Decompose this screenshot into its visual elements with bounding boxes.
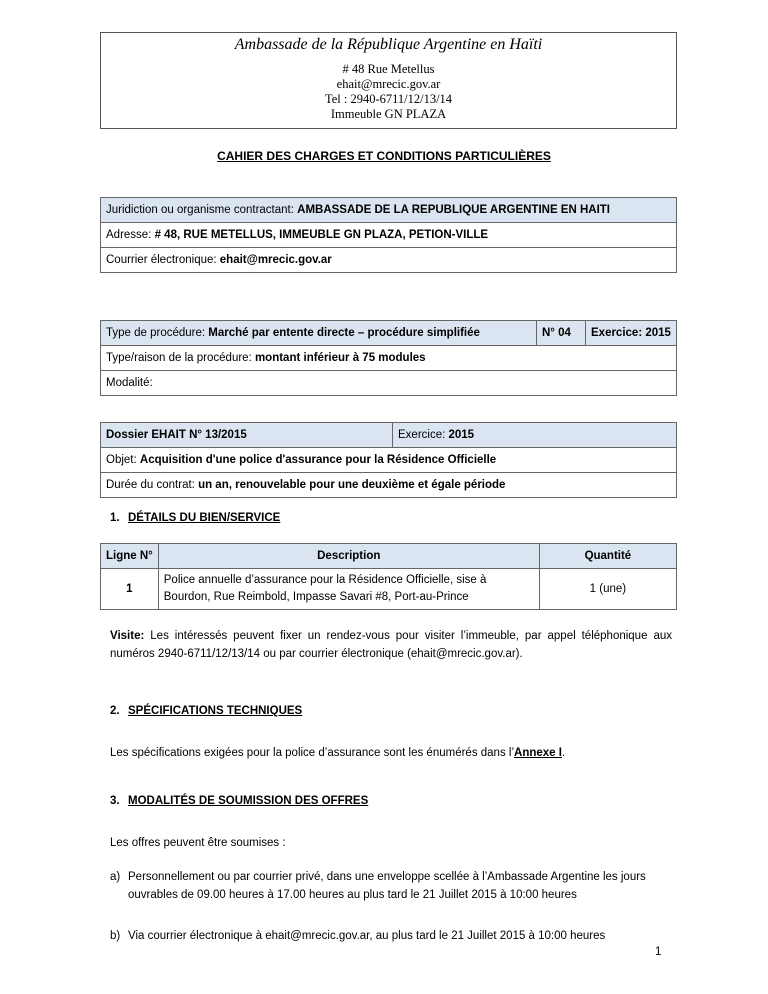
value: un an, renouvelable pour une deuxième et égale période (198, 479, 506, 491)
desc-line: Bourdon, Rue Reimbold, Impasse Savari #8, Port-au-Prince (163, 591, 469, 603)
header-text: Description (317, 550, 381, 562)
letterhead-building: Immeuble GN PLAZA (330, 107, 447, 121)
letterhead-email: ehait@mrecic.gov.ar (336, 77, 441, 91)
value: 1 (126, 583, 133, 595)
letterhead-tel: Tel : 2940-6711/12/13/14 (324, 92, 453, 106)
list-text: Via courrier électronique à ehait@mrecic.gov.ar, au plus tard le 21 Juillet 2015 à 10:00 heures (128, 930, 606, 942)
section-number: 2. (110, 705, 120, 717)
value: ehait@mrecic.gov.ar (219, 254, 332, 266)
value: Marché par entente directe – procédure simplifiée (208, 327, 480, 339)
list-text: Personnellement ou par courrier privé, dans une enveloppe scellée à l’Ambassade Argentine les jours ouvrables de 09.00 heures à 17.00 heures au plus tard le 21 Juillet 2015 à 10:00 heures (128, 871, 646, 901)
modalite-cell: Modalité: (101, 371, 677, 396)
section-2-heading (110, 705, 302, 717)
header-quantity (539, 544, 676, 569)
section-number: 1. (110, 512, 120, 524)
header-text: Ligne N° (106, 550, 153, 562)
document-title: CAHIER DES CHARGES ET CONDITIONS PARTICULIÈRES (217, 149, 551, 163)
section-1-heading (110, 512, 280, 524)
value: 2015 (448, 429, 475, 441)
value: AMBASSADE DE LA REPUBLIQUE ARGENTINE EN HAITI (297, 204, 610, 216)
section-title: DÉTAILS DU BIEN/SERVICE (128, 512, 281, 524)
procedure-number-cell (537, 321, 586, 346)
value: Exercice: 2015 (591, 327, 671, 339)
section-3-intro: Les offres peuvent être soumises : (110, 837, 286, 849)
text: . (561, 747, 566, 759)
annex-reference: Annexe I (514, 747, 562, 759)
value: Acquisition d'une police d'assurance pour la Résidence Officielle (139, 454, 497, 466)
desc-line: Police annuelle d’assurance pour la Résidence Officielle, sise à (163, 574, 487, 586)
duree-cell (101, 473, 677, 498)
letterhead (100, 32, 677, 129)
letterhead-address: # 48 Rue Metellus (342, 62, 435, 76)
dossier-cell (101, 423, 393, 448)
list-marker: a) (110, 871, 121, 883)
table-row (101, 569, 677, 610)
list-item (110, 927, 670, 945)
address-cell (101, 223, 677, 248)
procedure-type-cell (101, 321, 537, 346)
letterhead-title: Ambassade de la République Argentine en Haïti (234, 36, 543, 53)
label: Objet: (106, 454, 140, 466)
procedure-table (100, 320, 677, 396)
section-2-text (110, 744, 672, 762)
label: Exercice: (398, 429, 449, 441)
quantity-cell: 1 (une) (539, 569, 676, 610)
section-title: SPÉCIFICATIONS TECHNIQUES (128, 705, 303, 717)
dossier-table (100, 422, 677, 498)
header-text: Quantité (584, 550, 632, 562)
value: Dossier EHAIT N° 13/2015 (106, 429, 247, 441)
section-number: 3. (110, 795, 120, 807)
objet-cell (101, 448, 677, 473)
list-item (110, 868, 670, 904)
list-marker: b) (110, 930, 121, 942)
jurisdiction-cell (101, 198, 677, 223)
section-title: MODALITÉS DE SOUMISSION DES OFFRES (128, 795, 369, 807)
page-number: 1 (655, 946, 662, 958)
dossier-exercice-cell (393, 423, 677, 448)
label: Type de procédure: (106, 327, 209, 339)
header-description (158, 544, 539, 569)
value: N° 04 (542, 327, 571, 339)
value: montant inférieur à 75 modules (254, 352, 426, 364)
label: Type/raison de la procédure: (106, 352, 255, 364)
procedure-exercice-cell (586, 321, 677, 346)
value: # 48, RUE METELLUS, IMMEUBLE GN PLAZA, PETION-VILLE (154, 229, 489, 241)
label: Courrier électronique: (106, 254, 220, 266)
header-line (101, 544, 159, 569)
procedure-reason-cell (101, 346, 677, 371)
description-cell (158, 569, 539, 610)
text: Les spécifications exigées pour la police d’assurance sont les énumérés dans l’ (110, 747, 515, 759)
contracting-entity-table (100, 197, 677, 273)
items-table (100, 543, 677, 610)
text: Les intéressés peuvent fixer un rendez-vous pour visiter l’immeuble, par appel téléphonique aux numéros 2940-6711/12/13/14 ou par courrier électronique (ehait@mrecic.gov.ar). (110, 630, 672, 660)
label: Juridiction ou organisme contractant: (106, 204, 298, 216)
label: Adresse: (106, 229, 155, 241)
email-cell (101, 248, 677, 273)
label: Visite: (110, 630, 145, 642)
line-cell (101, 569, 159, 610)
label: Durée du contrat: (106, 479, 199, 491)
visit-paragraph (110, 627, 672, 663)
section-3-heading (110, 795, 368, 807)
